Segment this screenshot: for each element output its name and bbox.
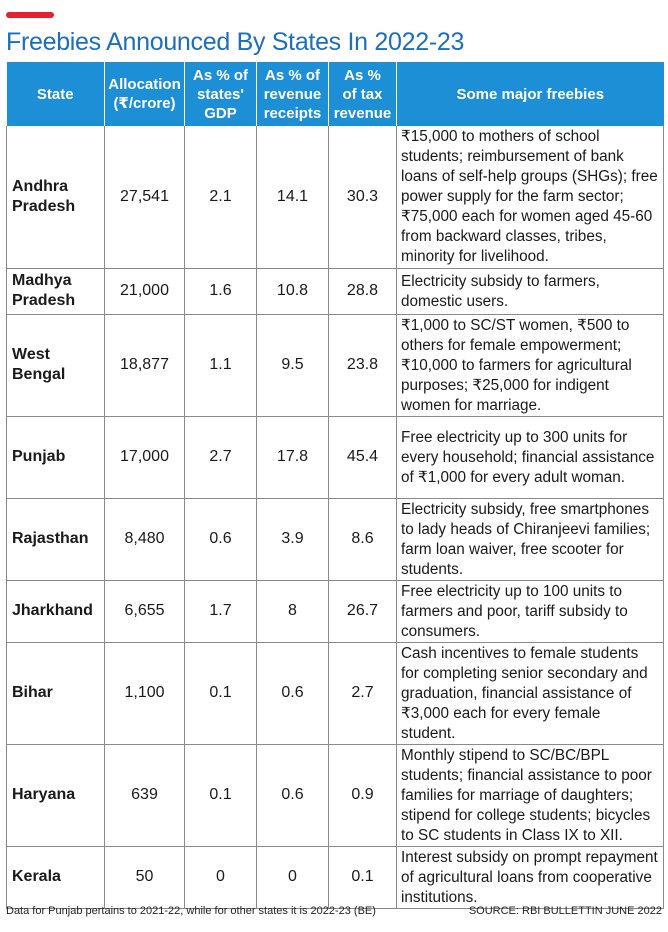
table-row (7, 744, 664, 846)
header-revenue: As % of revenue receipts (257, 62, 329, 126)
revenue-cell: 0 (257, 846, 329, 908)
table-row (7, 314, 664, 416)
state-cell: Madhya Pradesh (7, 268, 105, 314)
freebies-cell: Free electricity up to 300 units for every household; financial assistance of ₹1,000 for every adult woman. (397, 416, 664, 498)
state-cell: West Bengal (7, 314, 105, 416)
tax-cell: 26.7 (329, 580, 397, 642)
freebies-table (6, 62, 664, 909)
tax-cell: 2.7 (329, 642, 397, 744)
freebies-cell: ₹15,000 to mothers of school students; reimbursement of bank loans of self-help groups (SHGs); free power supply for the farm sector; ₹75,000 each for women aged 45-60 from backward classes, tribes, minority for livelihood. (397, 126, 664, 268)
revenue-cell: 8 (257, 580, 329, 642)
tax-cell: 0.1 (329, 846, 397, 908)
freebies-cell: Electricity subsidy, free smartphones to lady heads of Chiranjeevi families; farm loan waiver, free scooter for students. (397, 498, 664, 580)
tax-cell: 8.6 (329, 498, 397, 580)
state-cell: Jharkhand (7, 580, 105, 642)
header-allocation: Allocation (₹/crore) (105, 62, 185, 126)
header-gdp: As % of states' GDP (185, 62, 257, 126)
gdp-cell: 2.7 (185, 416, 257, 498)
header-state: State (7, 62, 105, 126)
tax-cell: 0.9 (329, 744, 397, 846)
gdp-cell: 1.6 (185, 268, 257, 314)
page-title: Freebies Announced By States In 2022-23 (6, 28, 465, 56)
allocation-cell: 1,100 (105, 642, 185, 744)
state-cell: Punjab (7, 416, 105, 498)
revenue-cell: 10.8 (257, 268, 329, 314)
gdp-cell: 2.1 (185, 126, 257, 268)
freebies-cell: Electricity subsidy to farmers, domestic users. (397, 268, 664, 314)
state-cell: Kerala (7, 846, 105, 908)
state-cell: Rajasthan (7, 498, 105, 580)
gdp-cell: 1.7 (185, 580, 257, 642)
tax-cell: 45.4 (329, 416, 397, 498)
freebies-cell: Free electricity up to 100 units to farmers and poor, tariff subsidy to consumers. (397, 580, 664, 642)
revenue-cell: 0.6 (257, 642, 329, 744)
freebies-cell: Monthly stipend to SC/BC/BPL students; financial assistance to poor families for marriage of daughters; stipend for college students; bicycles to SC students in Class IX to XII. (397, 744, 664, 846)
gdp-cell: 0.1 (185, 744, 257, 846)
tax-cell: 28.8 (329, 268, 397, 314)
state-cell: Haryana (7, 744, 105, 846)
freebies-cell: Interest subsidy on prompt repayment of agricultural loans from cooperative institutions. (397, 846, 664, 908)
revenue-cell: 14.1 (257, 126, 329, 268)
revenue-cell: 3.9 (257, 498, 329, 580)
allocation-cell: 50 (105, 846, 185, 908)
footnote: Data for Punjab pertains to 2021-22, while for other states it is 2022-23 (BE) (6, 905, 376, 917)
table-row (7, 580, 664, 642)
header-tax: As % of tax revenue (329, 62, 397, 126)
allocation-cell: 18,877 (105, 314, 185, 416)
freebies-cell: Cash incentives to female students for completing senior secondary and graduation, financial assistance of ₹3,000 each for every female student. (397, 642, 664, 744)
allocation-cell: 21,000 (105, 268, 185, 314)
allocation-cell: 27,541 (105, 126, 185, 268)
tax-cell: 23.8 (329, 314, 397, 416)
revenue-cell: 17.8 (257, 416, 329, 498)
freebies-cell: ₹1,000 to SC/ST women, ₹500 to others for female empowerment; ₹10,000 to farmers for agricultural purposes; ₹25,000 for indigent women for marriage. (397, 314, 664, 416)
allocation-cell: 8,480 (105, 498, 185, 580)
state-cell: Bihar (7, 642, 105, 744)
allocation-cell: 6,655 (105, 580, 185, 642)
table-row (7, 498, 664, 580)
header-freebies: Some major freebies (397, 62, 664, 126)
source-credit: SOURCE: RBI BULLETTIN JUNE 2022 (468, 905, 662, 917)
table-row (7, 416, 664, 498)
gdp-cell: 1.1 (185, 314, 257, 416)
state-cell: Andhra Pradesh (7, 126, 105, 268)
tax-cell: 30.3 (329, 126, 397, 268)
gdp-cell: 0.6 (185, 498, 257, 580)
accent-bar (6, 12, 54, 18)
allocation-cell: 639 (105, 744, 185, 846)
table-row (7, 846, 664, 908)
revenue-cell: 0.6 (257, 744, 329, 846)
table-row (7, 642, 664, 744)
table-header-row (7, 62, 664, 126)
gdp-cell: 0.1 (185, 642, 257, 744)
table-row (7, 268, 664, 314)
gdp-cell: 0 (185, 846, 257, 908)
table-row (7, 126, 664, 268)
allocation-cell: 17,000 (105, 416, 185, 498)
revenue-cell: 9.5 (257, 314, 329, 416)
